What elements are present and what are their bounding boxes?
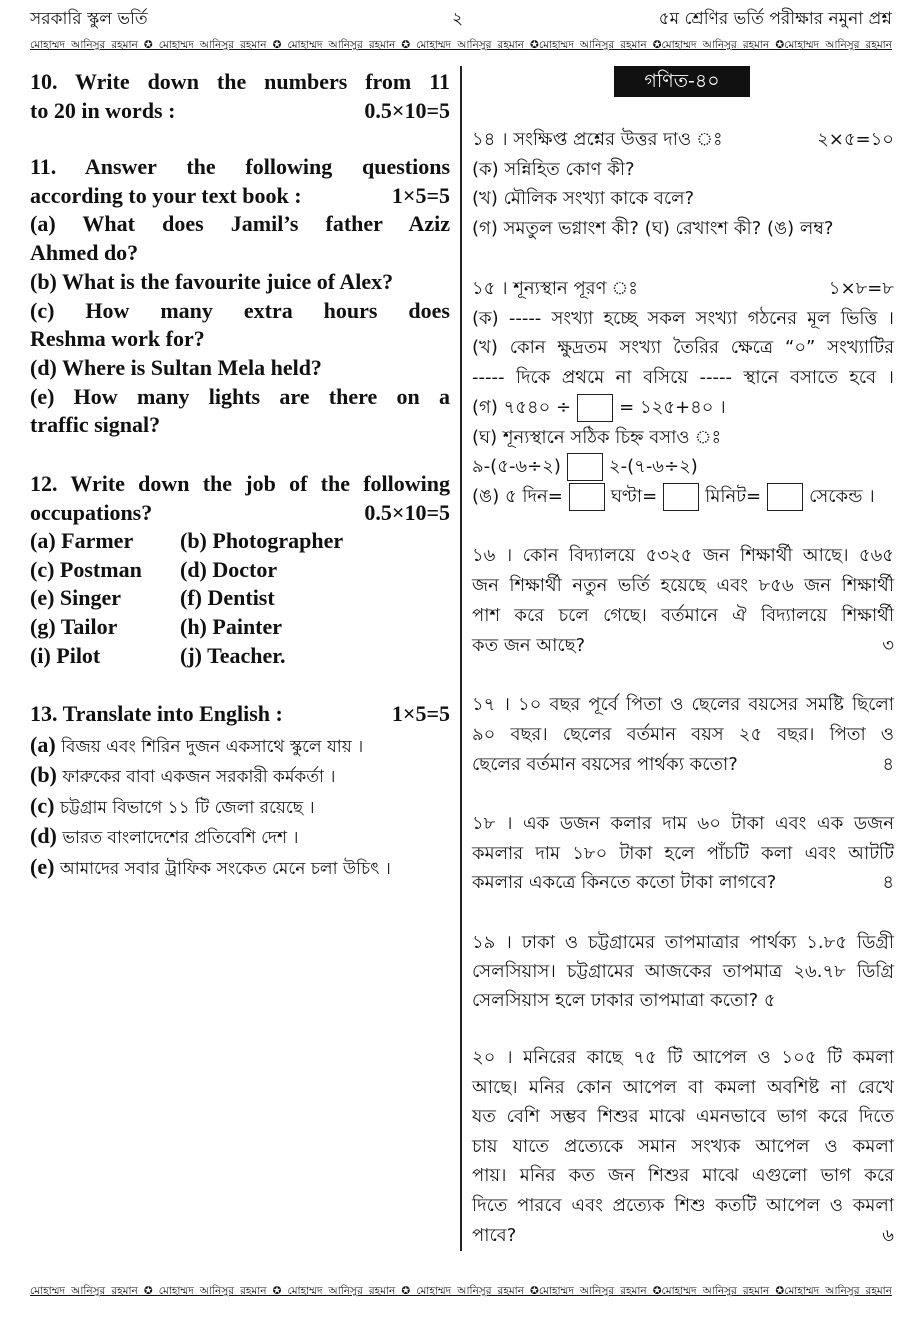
marks-label: 0.5×10=5 <box>364 499 450 525</box>
question-line <box>472 1073 894 1103</box>
question-line <box>472 809 894 839</box>
answer-box <box>577 394 613 422</box>
question-line <box>472 750 894 780</box>
line-text: (c) How many extra hours does <box>30 297 450 323</box>
line-text: পাশ করে চলে গেছে। বর্তমানে ঐ বিদ্যালয়ে শিক্ষার্থী <box>472 605 894 626</box>
question-line <box>30 612 450 641</box>
option-item: (c) Postman <box>30 556 142 582</box>
question-line <box>30 583 450 612</box>
question-line <box>30 353 450 382</box>
marks-label: ৬ <box>882 1224 894 1246</box>
math-section-title: গণিত-৪০ <box>614 66 750 97</box>
math-column <box>472 0 894 1324</box>
question-line <box>30 181 450 210</box>
question-line <box>472 1102 894 1132</box>
question-line <box>472 631 894 661</box>
line-text: ১৪ । সংক্ষিপ্ত প্রশ্নের উত্তর দাও ঃ <box>472 129 723 150</box>
line-text: পাবে? <box>472 1224 517 1246</box>
marks-label: 0.5×10=5 <box>364 97 450 123</box>
question-line <box>472 452 894 482</box>
line-text: ১৫ । শূন্যস্থান পূরণ ঃ <box>472 278 638 299</box>
line-text: যত বেশি সম্ভব শিশুর মাঝে এমনভাবে ভাগ করে দিতে <box>472 1106 894 1128</box>
question-line <box>30 852 450 881</box>
question-line <box>472 423 894 453</box>
line-text: সেলসিয়াস হলে ঢাকার তাপমাত্রা কতো? ৫ <box>472 990 776 1011</box>
question-line <box>30 296 450 325</box>
line-segment: ৯-(৫-৬÷২) <box>472 456 561 478</box>
item-label: (c) <box>30 792 55 818</box>
question-line <box>472 1043 894 1073</box>
item-label: (d) <box>30 823 57 849</box>
item-label: (b) <box>30 762 57 788</box>
question-line <box>472 690 894 720</box>
question-line <box>472 125 894 155</box>
option-item: (i) Pilot <box>30 642 101 668</box>
line-text: (ঘ) শূন্যস্থানে সঠিক চিহ্ন বসাও ঃ <box>472 426 722 448</box>
line-text: (e) How many lights are there on a <box>30 383 450 409</box>
question-line <box>472 214 894 244</box>
question-line <box>472 868 894 898</box>
footer-credit-line: মোহাম্মদ আনিসুর রহমান ✪ মোহাম্মদ আনিসুর রহমান ✪ মোহাম্মদ আনিসুর রহমান ✪ মোহাম্মদ আনিসুর রহমান ✪মোহাম্মদ আনিসুর রহমান ✪মোহাম্মদ আনিসুর রহমান ✪মোহাম্মদ আনিসুর রহমান <box>30 1285 892 1297</box>
item-label: (a) <box>30 731 56 757</box>
question-line <box>30 382 450 411</box>
question-line <box>30 760 450 789</box>
answer-box <box>663 483 699 511</box>
question-line <box>30 555 450 584</box>
line-text: কমলার দাম ১৮০ টাকা হলে পাঁচটি কলা এবং আটটি <box>472 842 894 864</box>
line-text: ১৮ । এক ডজন কলার দাম ৬০ টাকা এবং এক ডজন <box>472 813 894 834</box>
option-item: (e) Singer <box>30 585 122 611</box>
header-credit-line: মোহাম্মদ আনিসুর রহমান ✪ মোহাম্মদ আনিসুর রহমান ✪ মোহাম্মদ আনিসুর রহমান ✪ মোহাম্মদ আনিসুর রহমান ✪মোহাম্মদ আনিসুর রহমান ✪মোহাম্মদ আনিসুর রহমান ✪মোহাম্মদ আনিসুর রহমান <box>30 39 892 51</box>
question-line <box>30 152 450 181</box>
question-line <box>472 1161 894 1191</box>
line-text: ৯০ বছর। ছেলের বর্তমান বয়স ২৫ বছর। পিতা ও <box>472 724 894 745</box>
bengali-sentence: ভারত বাংলাদেশের প্রতিবেশি দেশ । <box>62 828 299 849</box>
answer-box <box>569 483 605 511</box>
line-segment: মিনিট= <box>705 485 762 507</box>
question-line <box>30 238 450 267</box>
line-text: আছে। মনির কোন আপেল বা কমলা অবশিষ্ট না রেখে <box>472 1076 894 1098</box>
question-line <box>30 209 450 238</box>
line-text: Reshma work for? <box>30 326 205 352</box>
english-column <box>30 0 450 1324</box>
option-item: (a) Farmer <box>30 528 134 554</box>
question-line <box>472 304 894 334</box>
line-text: কমলার একত্রে কিনতে কতো টাকা লাগবে? <box>472 872 777 894</box>
option-item: (b) Photographer <box>180 528 344 554</box>
line-text: (ক) সন্নিহিত কোণ কী? <box>472 158 635 180</box>
marks-label: ১×৮=৮ <box>828 278 894 299</box>
line-segment: ঘণ্টা= <box>610 485 658 507</box>
page-number: ২ <box>452 9 464 29</box>
question-line <box>30 410 450 439</box>
line-text: ছেলের বর্তমান বয়সের পার্থক্য কতো? <box>472 754 738 775</box>
marks-label: 1×5=5 <box>391 182 450 208</box>
line-text: occupations? <box>30 499 153 525</box>
question-line <box>472 720 894 750</box>
line-text: (d) Where is Sultan Mela held? <box>30 354 322 380</box>
line-segment: (গ) ৭৫৪০ ÷ <box>472 396 572 418</box>
question-line <box>472 184 894 214</box>
line-segment: = ১২৫+৪০ । <box>619 396 726 418</box>
column-divider <box>460 66 462 1251</box>
option-item: (f) Dentist <box>180 585 275 611</box>
marks-label: ২×৫=১০ <box>817 129 894 150</box>
question-line <box>472 957 894 987</box>
line-text: traffic signal? <box>30 412 161 438</box>
line-text: দিতে পারবে এবং প্রত্যেক শিশু কতটি আপেল ও কমলা <box>472 1195 894 1216</box>
line-text: Ahmed do? <box>30 240 139 266</box>
line-text: (খ) কোন ক্ষুদ্রতম সংখ্যা তৈরির ক্ষেত্রে “০” সংখ্যাটির <box>472 337 894 359</box>
line-segment: (ঙ) ৫ দিন= <box>472 485 563 507</box>
line-text: জন শিক্ষার্থী নতুন ভর্তি হয়েছে এবং ৮৫৬ জন শিক্ষার্থী <box>472 575 894 596</box>
question-line <box>472 928 894 958</box>
question-line <box>30 96 450 125</box>
bengali-sentence: বিজয় এবং শিরিন দুজন একসাথে স্কুলে যায় । <box>61 736 364 757</box>
line-text: পায়। মনির কত জন শিশুর মাঝে এগুলো ভাগ করে <box>472 1165 894 1187</box>
line-segment: ২-(৭-৬÷২) <box>608 456 698 478</box>
marks-label: ৪ <box>882 754 894 775</box>
header-school-admission: সরকারি স্কুল ভর্তি <box>30 9 148 29</box>
line-text: ----- দিকে প্রথমে না বসিয়ে ----- স্থানে বসাতে হবে । <box>472 367 894 389</box>
line-text: ২০ । মনিরের কাছে ৭৫ টি আপেল ও ১০৫ টি কমলা <box>472 1047 894 1068</box>
question-line <box>472 333 894 363</box>
line-text: ১৯ । ঢাকা ও চট্টগ্রামের তাপমাত্রার পার্থক্য ১.৮৫ ডিগ্রী <box>472 932 894 953</box>
line-text: (ক) ----- সংখ্যা হচ্ছে সকল সংখ্যা গঠনের মূল ভিত্তি । <box>472 307 894 329</box>
question-line <box>472 986 894 1016</box>
question-line <box>30 526 450 555</box>
bengali-sentence: চট্টগ্রাম বিভাগে ১১ টি জেলা রয়েছে । <box>59 797 315 818</box>
bengali-sentence: আমাদের সবার ট্রাফিক সংকেত মেনে চলা উচিৎ । <box>59 859 391 879</box>
question-line <box>472 482 894 512</box>
line-text: according to your text book : <box>30 182 302 208</box>
question-line <box>472 839 894 869</box>
question-line <box>30 730 450 759</box>
question-line <box>30 699 450 728</box>
header-exam-title: ৫ম শ্রেণির ভর্তি পরীক্ষার নমুনা প্রশ্ন <box>658 9 892 29</box>
line-text: কত জন আছে? <box>472 635 586 656</box>
line-text: (খ) মৌলিক সংখ্যা কাকে বলে? <box>472 188 695 210</box>
question-line <box>30 67 450 96</box>
question-line <box>30 267 450 296</box>
answer-box <box>567 453 603 481</box>
option-item: (g) Tailor <box>30 614 118 639</box>
item-label: (e) <box>30 854 55 879</box>
line-text: to 20 in words : <box>30 97 176 123</box>
line-text: ১৭ । ১০ বছর পূর্বে পিতা ও ছেলের বয়সের সমষ্টি ছিলো <box>472 694 894 715</box>
question-line <box>472 571 894 601</box>
option-item: (h) Painter <box>180 614 283 639</box>
line-text: ১৬ । কোন বিদ্যালয়ে ৫৩২৫ জন শিক্ষার্থী আছে। ৫৬৫ <box>472 545 894 566</box>
line-text: চায় যাতে প্রত্যেকে সমান সংখ্যক আপেল ও কমলা <box>472 1135 894 1157</box>
line-text: 12. Write down the job of the following <box>30 471 450 496</box>
question-line <box>30 469 450 498</box>
line-text: 10. Write down the numbers from 11 <box>30 69 450 94</box>
bengali-sentence: ফারুকের বাবা একজন সরকারী কর্মকর্তা । <box>62 767 336 788</box>
question-line <box>472 363 894 393</box>
answer-box <box>767 483 803 511</box>
line-segment: সেকেন্ড । <box>809 485 875 507</box>
question-line <box>472 1221 894 1251</box>
question-line <box>472 274 894 304</box>
line-text: (গ) সমতুল ভগ্নাংশ কী? (ঘ) রেখাংশ কী? (ঙ) লম্ব? <box>472 218 834 240</box>
question-line <box>472 393 894 423</box>
question-line <box>30 821 450 850</box>
line-text: (b) What is the favourite juice of Alex? <box>30 268 394 294</box>
question-line <box>472 155 894 185</box>
line-text: সেলসিয়াস। চট্টগ্রামের আজকের তাপমাত্র ২৬.৭৮ ডিগ্রি <box>472 961 894 982</box>
question-line <box>472 541 894 571</box>
question-line <box>30 498 450 527</box>
question-line <box>30 791 450 820</box>
question-line <box>30 641 450 670</box>
marks-label: 1×5=5 <box>391 701 450 726</box>
marks-label: ৪ <box>882 872 894 894</box>
marks-label: ৩ <box>882 635 894 656</box>
option-item: (j) Teacher. <box>180 642 286 668</box>
option-item: (d) Doctor <box>180 556 278 582</box>
question-line <box>472 1191 894 1221</box>
line-text: 13. Translate into English : <box>30 701 283 726</box>
question-line <box>30 324 450 353</box>
line-text: (a) What does Jamil’s father Aziz <box>30 211 450 237</box>
line-text: 11. Answer the following questions <box>30 154 450 179</box>
question-line <box>472 601 894 631</box>
question-line <box>472 1132 894 1162</box>
